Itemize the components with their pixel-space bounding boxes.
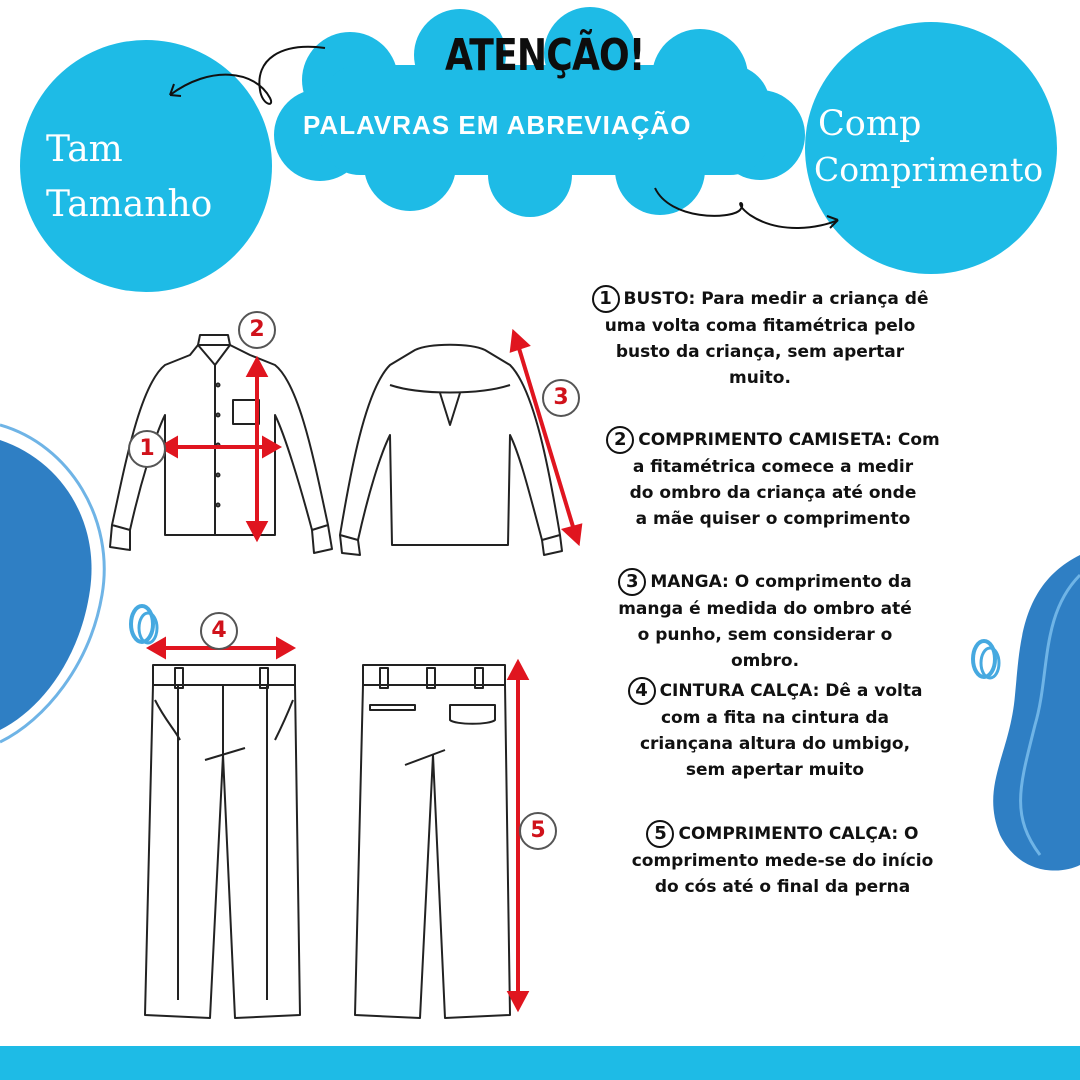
instruction-line: busto da criança, sem apertar: [615, 342, 905, 362]
instruction-line: a mãe quiser o comprimento: [635, 509, 911, 529]
instruction-line: do cós até o final da perna: [654, 877, 911, 897]
bottom-bar: [0, 1046, 1080, 1080]
abbrev-left-short: Tam: [46, 129, 123, 170]
instruction-line: o punho, sem considerar o: [637, 625, 893, 645]
instruction-2: [588, 426, 958, 532]
page-title: ATENÇÃO!: [445, 30, 645, 81]
instruction-line: manga é medida do ombro até: [618, 599, 912, 619]
instruction-number: 1: [592, 285, 620, 313]
page-subtitle: PALAVRAS EM ABREVIAÇÃO: [303, 110, 692, 140]
instruction-4: [590, 677, 960, 783]
marker-4: 4: [200, 612, 238, 650]
instruction-line: MANGA: O comprimento da: [650, 572, 912, 592]
abbrev-right-full: Comprimento: [814, 150, 1044, 189]
instruction-line: criançana altura do umbigo,: [639, 734, 911, 754]
instruction-3: [580, 568, 950, 674]
instruction-line: COMPRIMENTO CALÇA: O: [678, 824, 919, 844]
instruction-line: comprimento mede-se do início: [631, 851, 934, 871]
instruction-1: [570, 285, 950, 391]
marker-2: 2: [238, 311, 276, 349]
instruction-line: CINTURA CALÇA: Dê a volta: [659, 681, 923, 701]
instruction-line: muito.: [729, 368, 791, 388]
instruction-line: a fitamétrica comece a medir: [632, 457, 914, 477]
instruction-number: 2: [606, 426, 634, 454]
marker-1: 1: [128, 430, 166, 468]
instruction-line: do ombro da criança até onde: [629, 483, 917, 503]
instruction-number: 5: [646, 820, 674, 848]
marker-5: 5: [519, 812, 557, 850]
instruction-line: ombro.: [730, 651, 800, 671]
abbrev-right-short: Comp: [818, 104, 922, 144]
instruction-line: BUSTO: Para medir a criança dê: [623, 289, 929, 309]
instruction-line: sem apertar muito: [685, 760, 865, 780]
instruction-line: com a fita na cintura da: [660, 708, 890, 728]
instruction-line: COMPRIMENTO CAMISETA: Com: [638, 430, 940, 450]
instruction-5: [590, 820, 975, 900]
abbrev-left-full: Tamanho: [46, 184, 213, 225]
instruction-line: uma volta coma fitamétrica pelo: [604, 316, 916, 336]
marker-3: 3: [542, 379, 580, 417]
instruction-number: 4: [628, 677, 656, 705]
instruction-number: 3: [618, 568, 646, 596]
